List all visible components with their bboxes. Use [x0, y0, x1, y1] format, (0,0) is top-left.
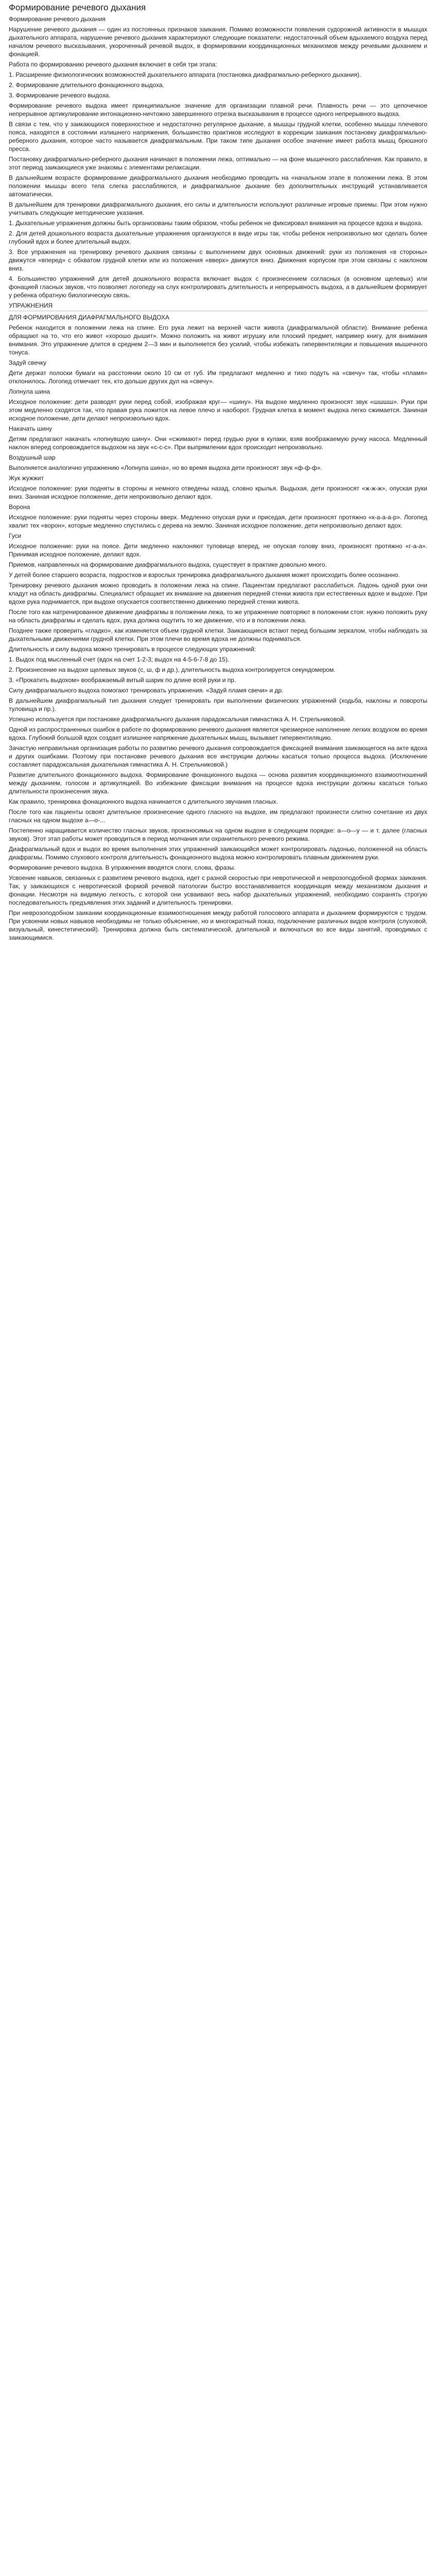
list-item: 3. «Прокатить выдохом» воображаемый витый шарик по длине всей руки и пр.: [9, 676, 236, 684]
paragraph: Исходное положение: руки подняты в стороны и немного отведены назад, словно крылья. Выдыхая, дети произносят «ж-ж-ж», опуская руки вниз. Заниная исходное положение, дети непроизвольно делают вдох.: [9, 485, 427, 500]
paragraph: Одной из распространенных ошибок в работе по формированию речевого дыхания является чрезмерное наполнение легких воздухом во время вдоха. Глубокий большой вдох создает излишнее напряжение дыхательных мышц, вызывает гипервентиляцию.: [9, 726, 427, 741]
exercise-title: Задуй свечку: [9, 359, 47, 366]
paragraph: У детей более старшего возраста, подростков и взрослых тренировка диафрагмального дыхания может происходить более осознанно.: [9, 571, 400, 579]
list-item: 3. Все упражнения на тренировку речевого дыхания связаны с выполнением двух основных движений: руки из положения «в стороны» движутся «вперед» с обхватом грудной клетки или из положения «вверх» движутся вниз. Движения корпусом при этом связаны с наклоном вниз.: [9, 248, 427, 272]
paragraph: Постепенно наращивается количество гласных звуков, произносимых на одном выдохе в следующем порядке: а—о—у — и т. далее (гласных звуков). Этот этап работы может проводиться в период молчания или охранительного речевого режима.: [9, 827, 427, 842]
paragraph: Постановку диафрагмально-реберного дыхания начинают в положении лежа, оптимально — на фоне мышечного расслабления. Как правило, в этот период заикающиеся уже знакомы с элементами релаксации.: [9, 156, 427, 171]
list-item: 2. Для детей дошкольного возраста дыхательные упражнения организуются в виде игры так, чтобы ребенок непроизвольно мог сделать более глубокий вдох и более длительный выдох.: [9, 230, 427, 245]
paragraph: Усвоение навыков, связанных с развитием речевого выдоха, идет с разной скоростью при невротической и неврозоподобной формах заикания. Так, у заикающихся с невротической формой речевой патологии быстро восстанавливается координация между механизмом дыхания и фонации. Несмотря на видимую легкость, с которой они усваивают весь набор дыхательных упражнений, необходимо сохранять строгую последовательность предъявления этих заданий и длительность тренировки.: [9, 874, 427, 906]
paragraph: Позднее также проверить «гладко», как изменяется объем грудной клетки. Заикающиеся встают перед большим зеркалом, чтобы наблюдать за дыхательными движениями грудной клетки. При этом плечи во время вдоха не должны подниматься.: [9, 627, 427, 642]
paragraph: В дальнейшем диафрагмальный тип дыхания следует тренировать при выполнении физических упражнений (ходьба, наклоны и повороты туловища и пр.).: [9, 697, 427, 713]
exercise-title: Лопнула шина: [9, 388, 50, 395]
list-item: 1. Расширение физиологических возможностей дыхательного аппарата (постановка диафрагмально-реберного дыхания).: [9, 71, 361, 78]
paragraph: После того как пациенты освоят длительное произнесение одного гласного на выдохе, им предлагают произнести слитно сочетание из двух гласных на одном выдохе а—о-...: [9, 808, 427, 824]
paragraph: Как правило, тренировка фонационного выдоха начинается с длительного звучания гласных.: [9, 798, 278, 805]
paragraph: Силу диафрагмального выдоха помогают тренировать упражнения. «Задуй пламя свечи» и др.: [9, 687, 284, 694]
article: [0, 0, 436, 947]
paragraph: Длительность и силу выдоха можно тренировать в процессе следующих упражнений:: [9, 646, 256, 653]
list-item: 1. Дыхательные упражнения должны быть организованы таким образом, чтобы ребенок не фиксировал внимания на процессе вдоха и выдоха.: [9, 219, 423, 227]
paragraph: Ребенок находится в положении лежа на спине. Его рука лежит на верхней части живота (диафрагмальной области). Внимание ребенка обращают на то, что его живот «хорошо дышит». Можно положить на живот игрушку или плоский предмет, например книгу, для внимания внимания. Это упражнение длится в среднем 2—3 мин и выполняется без усилий, чтобы избежать гипервентиляции и повышения мышечного тонуса.: [9, 324, 427, 356]
exercise-title: Воздушный шар: [9, 454, 56, 461]
paragraph: Зачастую неправильная организация работы по развитию речевого дыхания сопровождается фиксацией внимания заикающегося на акте вдоха и других ошибками. Поэтому при постановке речевого дыхания все инструкции должны касаться только процесса выдоха. (Исключение составляет парадоксальная дыхательная гимнастика А. Н. Стрельниковой.): [9, 744, 427, 768]
exercise-title: Гуси: [9, 532, 22, 539]
paragraph: При неврозоподобном заикании координационные взаимоотношения между работой голосового аппарата и дыханием формируются с трудом. При усвоении новых навыков необходимы не только объяснение, но и многократный показ, подключение различных видов контроля (слуховой, визуальный, кинестетический). Тренировка должна быть систематической, длительной и включаться во все виды занятий, проводимых с заикающимися.: [9, 909, 427, 941]
paragraph: Нарушение речевого дыхания — один из постоянных признаков заикания. Помимо возможности появления судорожной активности в мышцах дыхательного аппарата, нарушение речевого дыхания характеризуют следующие показатели: недостаточный объем вдыхаемого воздуха перед началом речевого высказывания, укороченный речевой выдох, в формировании координационных механизмов между речевыми дыханием и фонацией.: [9, 26, 427, 58]
paragraph: После того как натренированное движение диафрагмы в положении лежа, то же упражнение повторяют в положении стоя: нужно положить руку на область диафрагмы и сделать вдох, рука должна ощутить то же движение, что и в положении лежа.: [9, 608, 427, 624]
list-item: 4. Большинство упражнений для детей дошкольного возраста включает выдох с произнесением согласных (в основном щелевых) или фонацией гласных звуков, что позволяет логопеду на слух контролировать длительность и непрерывность выдоха, а в дальнейшем формирует у ребенка обратную биологическую связь.: [9, 275, 427, 299]
paragraph: Выполняется аналогично упражнению «Лопнула шина», но во время выдоха дети произносят звук «ф-ф-ф».: [9, 464, 322, 471]
list-item: 3. Формирование речевого выдоха.: [9, 92, 111, 99]
page-title: Формирование речевого дыхания: [9, 3, 146, 12]
section-heading: ДЛЯ ФОРМИРОВАНИЯ ДИАФРАГМАЛЬНОГО ВЫДОХА: [9, 314, 169, 321]
paragraph: Приемов, направленных на формирование диафрагмального выдоха, существует в практике довольно много.: [9, 561, 327, 568]
exercise-title: Жук жужжит: [9, 474, 44, 482]
paragraph: Формирование речевого выдоха. В упражнения вводятся слоги, слова, фразы.: [9, 864, 236, 871]
section-heading: УПРАЖНЕНИЯ: [9, 301, 427, 311]
paragraph: Развитие длительного фонационного выдоха. Формирование фонационного выдоха — основа развития координационного взаимоотношений между дыханием, голосом и артикуляцией. Во избежание фиксации внимания на процессе вдоха инструкции должны касаться только длительности произнесения звука.: [9, 771, 427, 795]
paragraph: Формирование речевого выдоха имеет принципиальное значение для организации плавной речи. Плавность речи — это цепочечное непрерывное артикулирование интонационно-ничтожно завершенного отрезка высказывания в процессе одного непрерывного выдоха.: [9, 102, 427, 117]
paragraph: Дети держат полоски бумаги на расстоянии около 10 см от губ. Им предлагают медленно и тихо подуть на «свечу» так, чтобы «пламя» отклонилось. Логопед отмечает тех, кто дольше других дул на «свечу».: [9, 369, 427, 385]
article-body: [9, 15, 427, 942]
paragraph: Успешно используется при постановке диафрагмального дыхания парадоксальная гимнастика А. Н. Стрельниковой.: [9, 716, 345, 723]
exercise-title: Накачать шину: [9, 425, 52, 432]
list-item: 1. Выдох под мысленный счет (вдох на счет 1-2-3; выдох на 4-5-6-7-8 до 15).: [9, 656, 230, 663]
list-item: 2. Произнесение на выдохе щелевых звуков (с, ш, ф и др.), длительность выдоха контролируется секундомером.: [9, 666, 336, 673]
paragraph: Исходное положение: дети разводят руки перед собой, изображая круг— «шину». На выдохе медленно произносят звук «шшшш». Руки при этом медленно сходятся так, что правая рука ложится на левое плечо и наоборот. Грудная клетка в момент выдоха легко сжимается. Заниная исходное положение, дети делают непроизвольно вдох.: [9, 398, 427, 422]
paragraph: Тренировку речевого дыхания можно проводить в положении лежа на спине. Пациентам предлагают расслабиться. Ладонь одной руки они кладут на область диафрагмы. Специалист обращает их внимание на движения передней стенки живота при естественных вдохе и выдохе. При вдохе рука поднимается, при выдохе опускается соответственно движению передней стенки живота.: [9, 582, 427, 605]
paragraph: Детям предлагают накачать «лопнувшую шину». Они «сжимают» перед грудью руки в кулаки, взяв воображаемую ручку насоса. Медленный наклон вперед сопровождается выдохом на звук «с-с-с». При выпрямлении вдох происходит непроизвольно.: [9, 435, 427, 451]
paragraph: В дальнейшем для тренировки диафрагмального дыхания, его силы и длительности используют различные игровые приемы. При этом нужно учитывать следующие методические указания.: [9, 201, 427, 216]
paragraph: Исходное положение: руки на поясе. Дети медленно наклоняют туловище вперед, не опуская голову вниз, произносят протяжно «г-а-а». Принимая исходное положение, делают вдох.: [9, 543, 427, 558]
list-item: 2. Формирование длительного фонационного выдоха.: [9, 81, 164, 89]
paragraph: Диафрагмальный вдох и выдох во время выполнения этих упражнений заикающийся может контролировать ладонью, положенной на область диафрагмы. Помимо слухового контроля длительность фонационного выдоха можно контролировать плавным движением руки.: [9, 845, 427, 861]
paragraph: В дальнейшем возрасте формирование диафрагмального дыхания необходимо проводить на «начальном этапе в положении лежа. В этом положении мышцы всего тела слегка расслабляются, и диафрагмальное дыхание без дополнительных инструкций устанавливается автоматически.: [9, 174, 427, 198]
paragraph: В связи с тем, что у заикающихся поверхностное и недостаточно регулярное дыхание, а мышцы грудной клетки, особенно мышцы плечевого пояса, находятся в состоянии излишнего напряжения, большинство практиков исследуют в коррекции заикания постановку диафрагмально-реберного дыхания, которое часто называется диафрагмальным. При таком типе дыхания особое значение имеет работа мышц брюшного пресса.: [9, 121, 427, 152]
exercise-title: Ворона: [9, 503, 30, 511]
paragraph: Работа по формированию речевого дыхания включает в себя три этапа:: [9, 61, 217, 68]
subtitle: Формирование речевого дыхания: [9, 15, 106, 23]
paragraph: Исходное положение: руки подняты через стороны вверх. Медленно опуская руки и приседая, дети произносят протяжно «к-а-а-а-р». Логопед хвалит тех «ворон», которые медленно спустились с дерева на землю. Заниная исходное положение, дети непроизвольно делают вдох.: [9, 514, 427, 529]
